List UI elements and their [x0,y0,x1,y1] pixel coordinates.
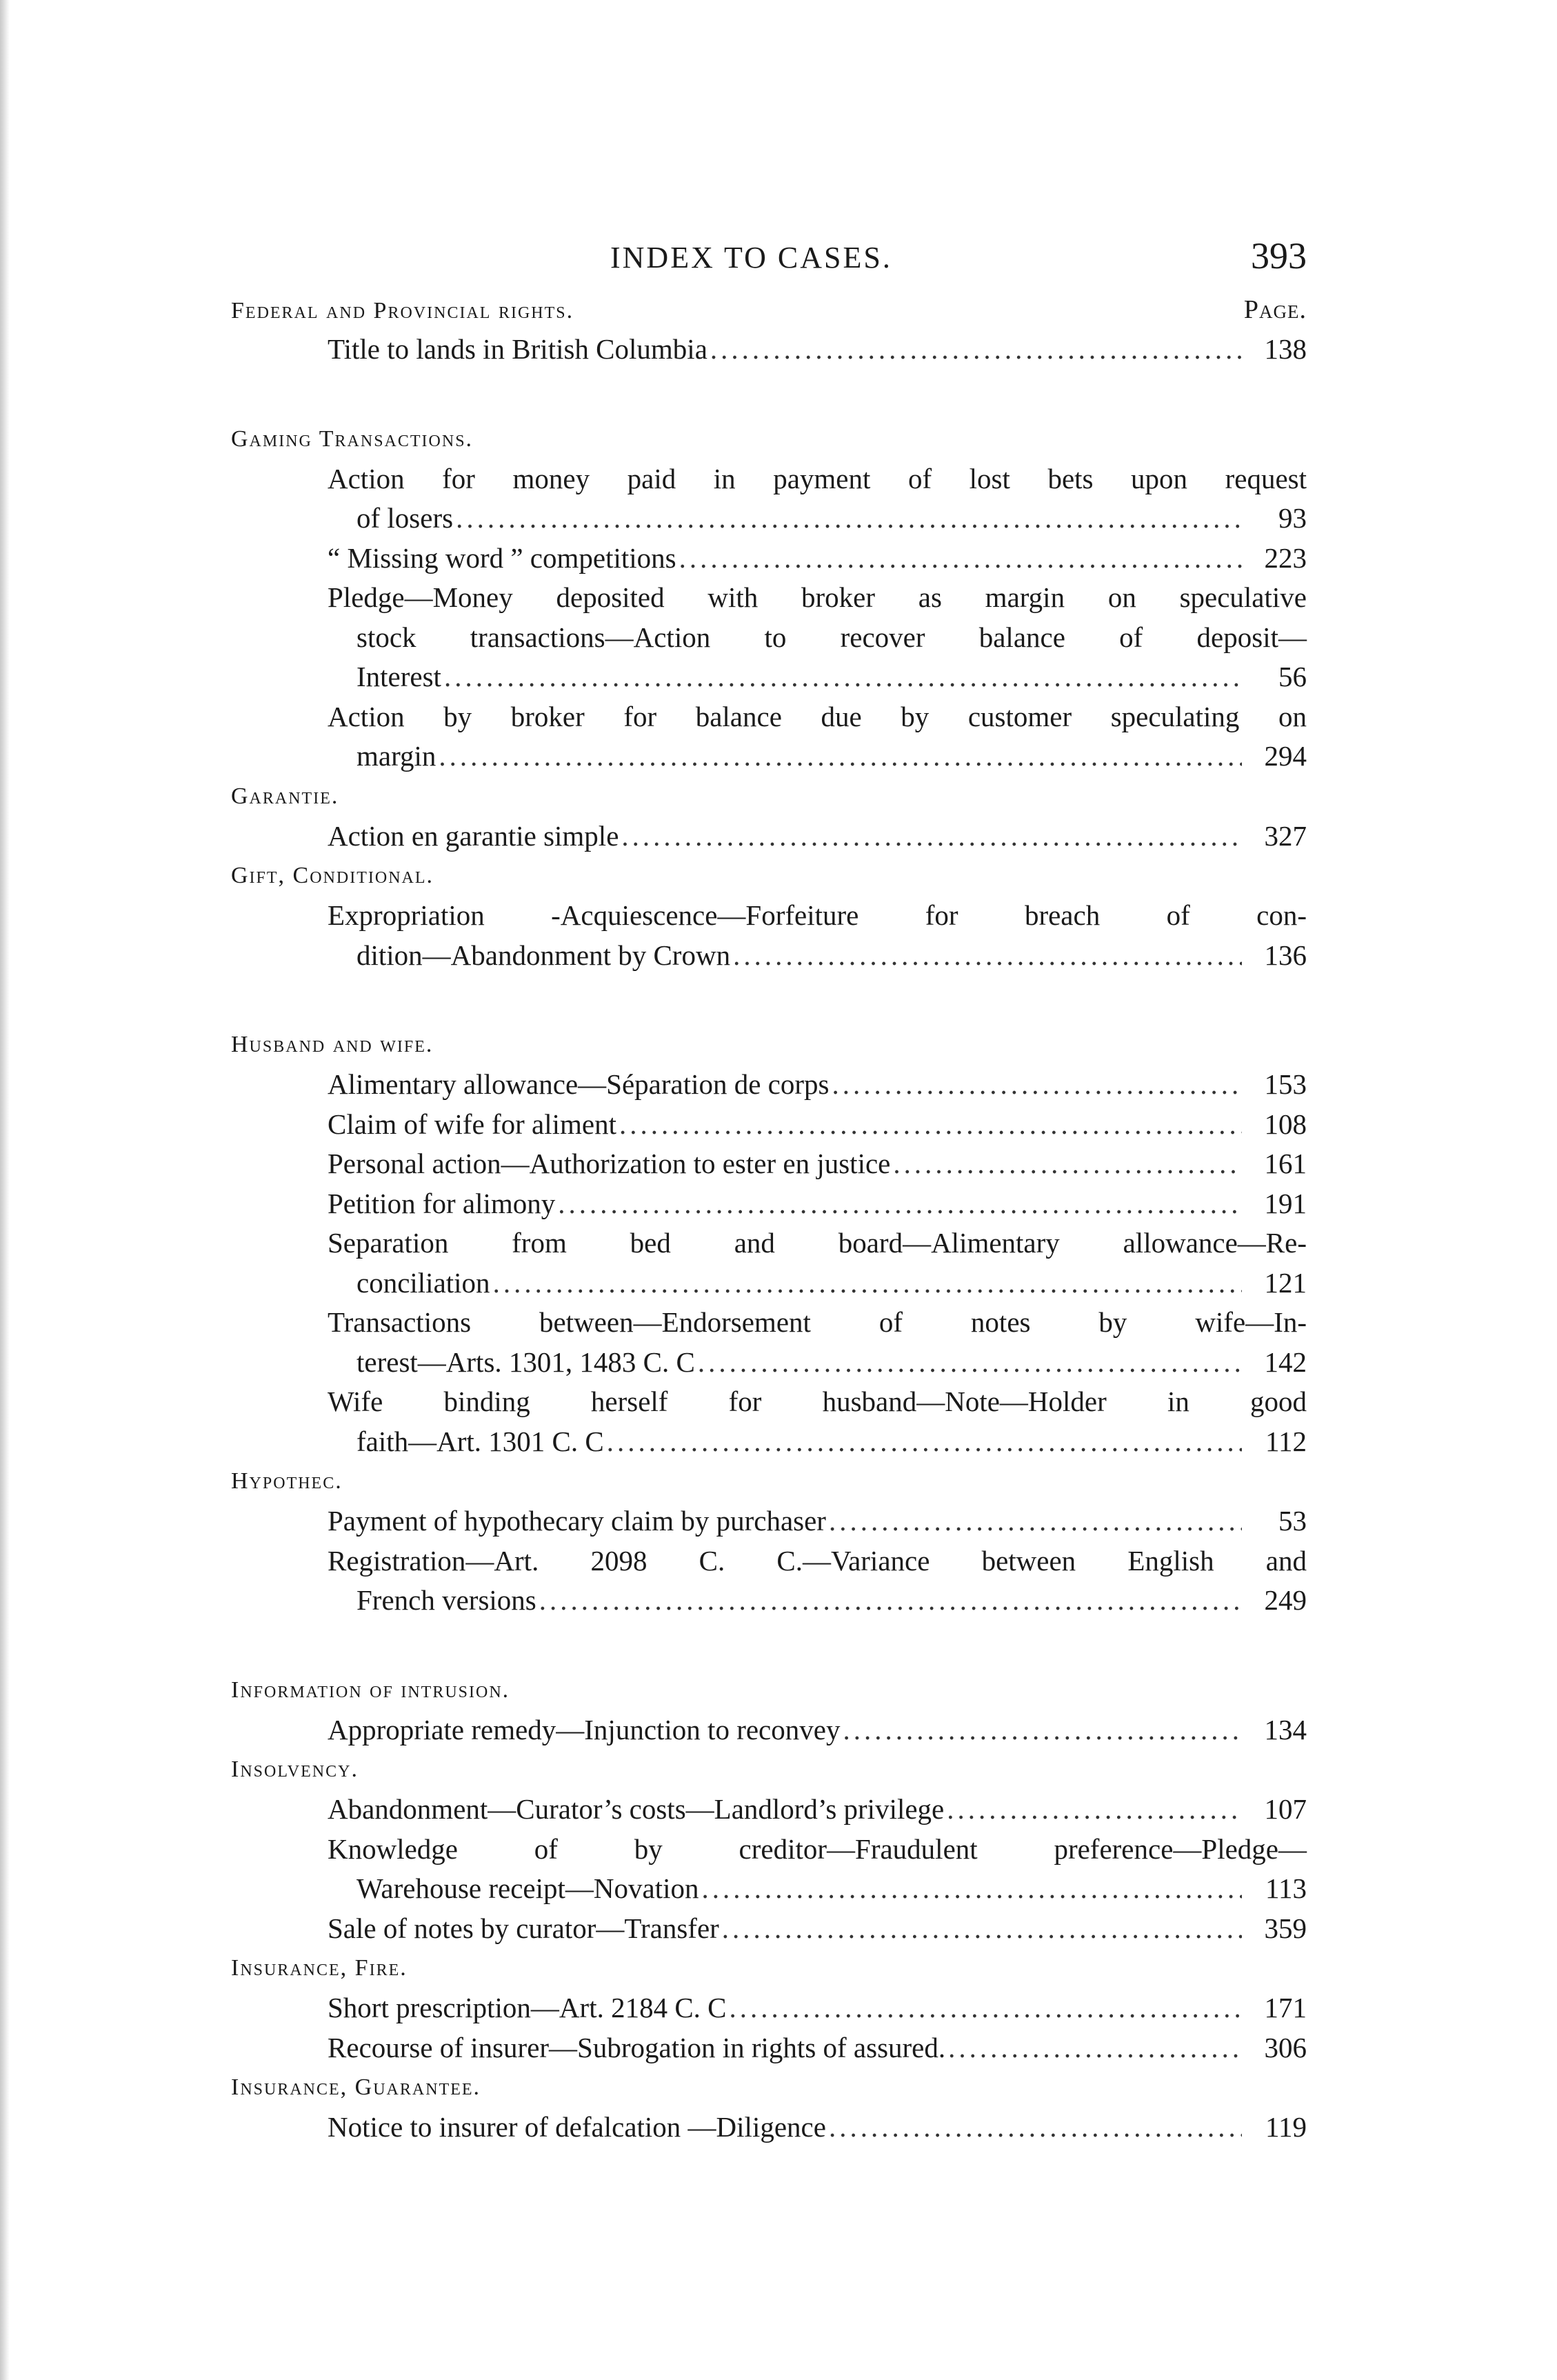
dot-leader [948,2028,1242,2068]
index-section [231,2068,1307,2148]
entry-line [356,1263,1307,1303]
entry-line [328,697,1307,737]
entry-line [328,1065,1307,1105]
entry-text: Short prescription—Art. 2184 C. C [328,1992,727,2023]
section-heading-text: Insolvency. [231,1757,359,1782]
entry-text: conciliation [356,1266,490,1299]
entry-text: margin [356,740,436,772]
entry-page-number: 142 [1264,1346,1307,1378]
entry-text: Alimentary allowance—Séparation de corps [328,1068,830,1100]
section-heading [231,856,1307,896]
dot-leader [607,1422,1242,1462]
entry-line [328,1144,1307,1184]
entry-line [328,2028,1307,2068]
entry-line [328,1830,1307,1870]
entry-text: “ Missing word ” competitions [328,541,676,574]
section-heading-text: Husband and wife. [231,1032,434,1057]
entry-text: Action by broker for balance due by customer speculating on [328,700,1307,732]
index-entry [328,1144,1307,1184]
index-entry [328,330,1307,370]
entry-page-number: 138 [1264,333,1307,365]
entry-line [356,618,1307,658]
dot-leader [829,2108,1242,2148]
entry-line [328,330,1307,370]
page-column-label: Page. [1243,295,1307,324]
section-heading [231,1948,1307,1988]
section-heading [231,1750,1307,1790]
entry-page-number: 112 [1265,1425,1307,1457]
entry-text: stock transactions—Action to recover balance of deposit— [356,621,1307,653]
entry-line [328,578,1307,618]
entry-line [328,1909,1307,1949]
scan-edge [0,0,10,2380]
index-section [231,777,1307,857]
entry-line [356,1422,1307,1462]
index-entry [328,2028,1307,2068]
entry-line [328,1223,1307,1263]
entry-text: Knowledge of by creditor—Fraudulent preference—Pledge— [328,1832,1307,1865]
entry-text: Action en garantie simple [328,819,619,852]
entry-text: terest—Arts. 1301, 1483 C. C [356,1346,695,1378]
entry-line [328,1541,1307,1581]
section-heading [231,290,1307,330]
dot-leader [832,1065,1243,1105]
section-heading [231,1670,1307,1710]
entry-text: Warehouse receipt—Novation [356,1872,699,1904]
dot-leader [558,1184,1242,1224]
entry-line [328,1382,1307,1422]
dot-leader [893,1144,1242,1184]
entry-text: Title to lands in British Columbia [328,333,707,365]
entry-text: Transactions between—Endorsement of notes by wife—In- [328,1306,1307,1338]
index-section [231,1461,1307,1621]
entry-line [356,1581,1307,1621]
index-entry [328,697,1307,777]
entry-text: Abandonment—Curator’s costs—Landlord’s privilege [328,1793,945,1825]
entry-page-number: 53 [1278,1505,1307,1537]
dot-leader [730,1988,1242,2028]
dot-leader [439,737,1242,777]
index-entry [328,1790,1307,1830]
entry-text: Pledge—Money deposited with broker as margin on speculative [328,581,1307,613]
entry-line [328,459,1307,499]
entry-line [328,1303,1307,1343]
entry-line [328,1988,1307,2028]
index-entry [328,578,1307,697]
entry-text: Expropriation -Acquiescence—Forfeiture for breach of con- [328,899,1307,931]
index-entry [328,539,1307,579]
entry-page-number: 327 [1264,819,1307,852]
section-heading [231,777,1307,817]
entry-text: Interest [356,661,441,692]
entry-page-number: 121 [1264,1266,1307,1299]
entry-line [328,817,1307,857]
entry-page-number: 119 [1265,2111,1307,2143]
page-title: INDEX TO CASES. [610,241,892,274]
entry-line [356,1869,1307,1909]
index-page [231,228,1307,2148]
section-heading-text: Gift, Conditional. [231,863,434,888]
entry-text: Appropriate remedy—Injunction to reconvey [328,1713,841,1746]
index-section [231,1025,1307,1461]
entry-page-number: 153 [1264,1068,1307,1100]
index-entry [328,459,1307,539]
section-heading-text: Information of intrusion. [231,1677,510,1703]
index-entry [328,1382,1307,1461]
entry-text: Action for money paid in payment of lost bets upon request [328,462,1307,494]
entry-page-number: 249 [1264,1584,1307,1616]
entry-line [328,1105,1307,1145]
entry-line [328,2108,1307,2148]
entry-text: Payment of hypothecary claim by purchaser [328,1505,826,1537]
entry-text: Separation from bed and board—Alimentary allowance—Re- [328,1227,1307,1259]
index-entry [328,1541,1307,1621]
entry-page-number: 359 [1264,1912,1307,1944]
dot-leader [619,1105,1242,1145]
section-heading [231,419,1307,459]
entry-text: Registration—Art. 2098 C. C.—Variance between English and [328,1544,1307,1577]
entry-text: Wife binding herself for husband—Note—Holder in good [328,1386,1307,1417]
entry-page-number: 107 [1264,1793,1307,1825]
entry-line [328,896,1307,936]
index-entry [328,1710,1307,1750]
section-heading [231,2068,1307,2108]
dot-leader [733,936,1242,976]
dot-leader [829,1501,1242,1541]
section-heading-text: Garantie. [231,783,339,809]
dot-leader [947,1790,1242,1830]
entry-text: Claim of wife for aliment [328,1108,616,1140]
dot-leader [539,1581,1242,1621]
dot-leader [722,1909,1242,1949]
index-entry [328,1988,1307,2028]
entry-text: French versions [356,1584,536,1616]
index-section [231,419,1307,777]
index-section [231,1750,1307,1948]
entry-page-number: 136 [1264,939,1307,971]
index-entry [328,1223,1307,1303]
section-heading-text: Gaming Transactions. [231,426,474,452]
entry-page-number: 171 [1264,1992,1307,2023]
index-entry [328,1184,1307,1224]
index-body [231,290,1307,2148]
entry-line [328,539,1307,579]
index-section [231,1670,1307,1750]
entry-page-number: 93 [1278,502,1307,534]
index-entry [328,817,1307,857]
index-entry [328,1501,1307,1541]
entry-text: dition—Abandonment by Crown [356,939,731,971]
entry-line [356,936,1307,976]
section-heading [231,1025,1307,1065]
section-heading-text: Insurance, Fire. [231,1955,408,1981]
page-header [231,228,1307,290]
index-section [231,290,1307,370]
section-heading [231,1461,1307,1501]
dot-leader [843,1710,1242,1750]
entry-page-number: 108 [1264,1108,1307,1140]
entry-line [328,1710,1307,1750]
dot-leader [701,1869,1242,1909]
entry-page-number: 294 [1264,740,1307,772]
index-section [231,1948,1307,2068]
index-entry [328,1065,1307,1105]
dot-leader [710,330,1242,370]
entry-line [356,657,1307,697]
entry-page-number: 306 [1264,2031,1307,2063]
index-entry [328,2108,1307,2148]
dot-leader [679,539,1242,579]
entry-line [328,1184,1307,1224]
entry-text: Personal action—Authorization to ester en justice [328,1148,891,1179]
index-entry [328,896,1307,975]
entry-line [328,1790,1307,1830]
entry-page-number: 113 [1265,1872,1307,1904]
entry-page-number: 191 [1264,1187,1307,1219]
entry-line [356,737,1307,777]
entry-page-number: 56 [1278,661,1307,692]
entry-page-number: 134 [1264,1713,1307,1746]
dot-leader [698,1343,1242,1383]
section-heading-text: Insurance, Guarantee. [231,2074,481,2100]
entry-text: faith—Art. 1301 C. C [356,1425,604,1457]
entry-line [356,1343,1307,1383]
entry-text: Recourse of insurer—Subrogation in rights of assured. [328,2031,946,2063]
entry-text: Petition for alimony [328,1187,556,1219]
page-number: 393 [1251,235,1307,277]
dot-leader [621,817,1242,857]
section-heading-text: Federal and Provincial rights. [231,298,574,323]
entry-line [328,1501,1307,1541]
dot-leader [456,499,1242,539]
section-heading-text: Hypothec. [231,1468,343,1494]
entry-line [356,499,1307,539]
dot-leader [493,1263,1242,1303]
index-entry [328,1303,1307,1382]
entry-text: Sale of notes by curator—Transfer [328,1912,719,1944]
entry-text: Notice to insurer of defalcation —Diligence [328,2111,826,2143]
index-section [231,856,1307,975]
dot-leader [444,657,1242,697]
entry-page-number: 223 [1264,541,1307,574]
index-entry [328,1909,1307,1949]
index-entry [328,1830,1307,1909]
index-entry [328,1105,1307,1145]
entry-text: of losers [356,502,454,534]
entry-page-number: 161 [1264,1148,1307,1179]
